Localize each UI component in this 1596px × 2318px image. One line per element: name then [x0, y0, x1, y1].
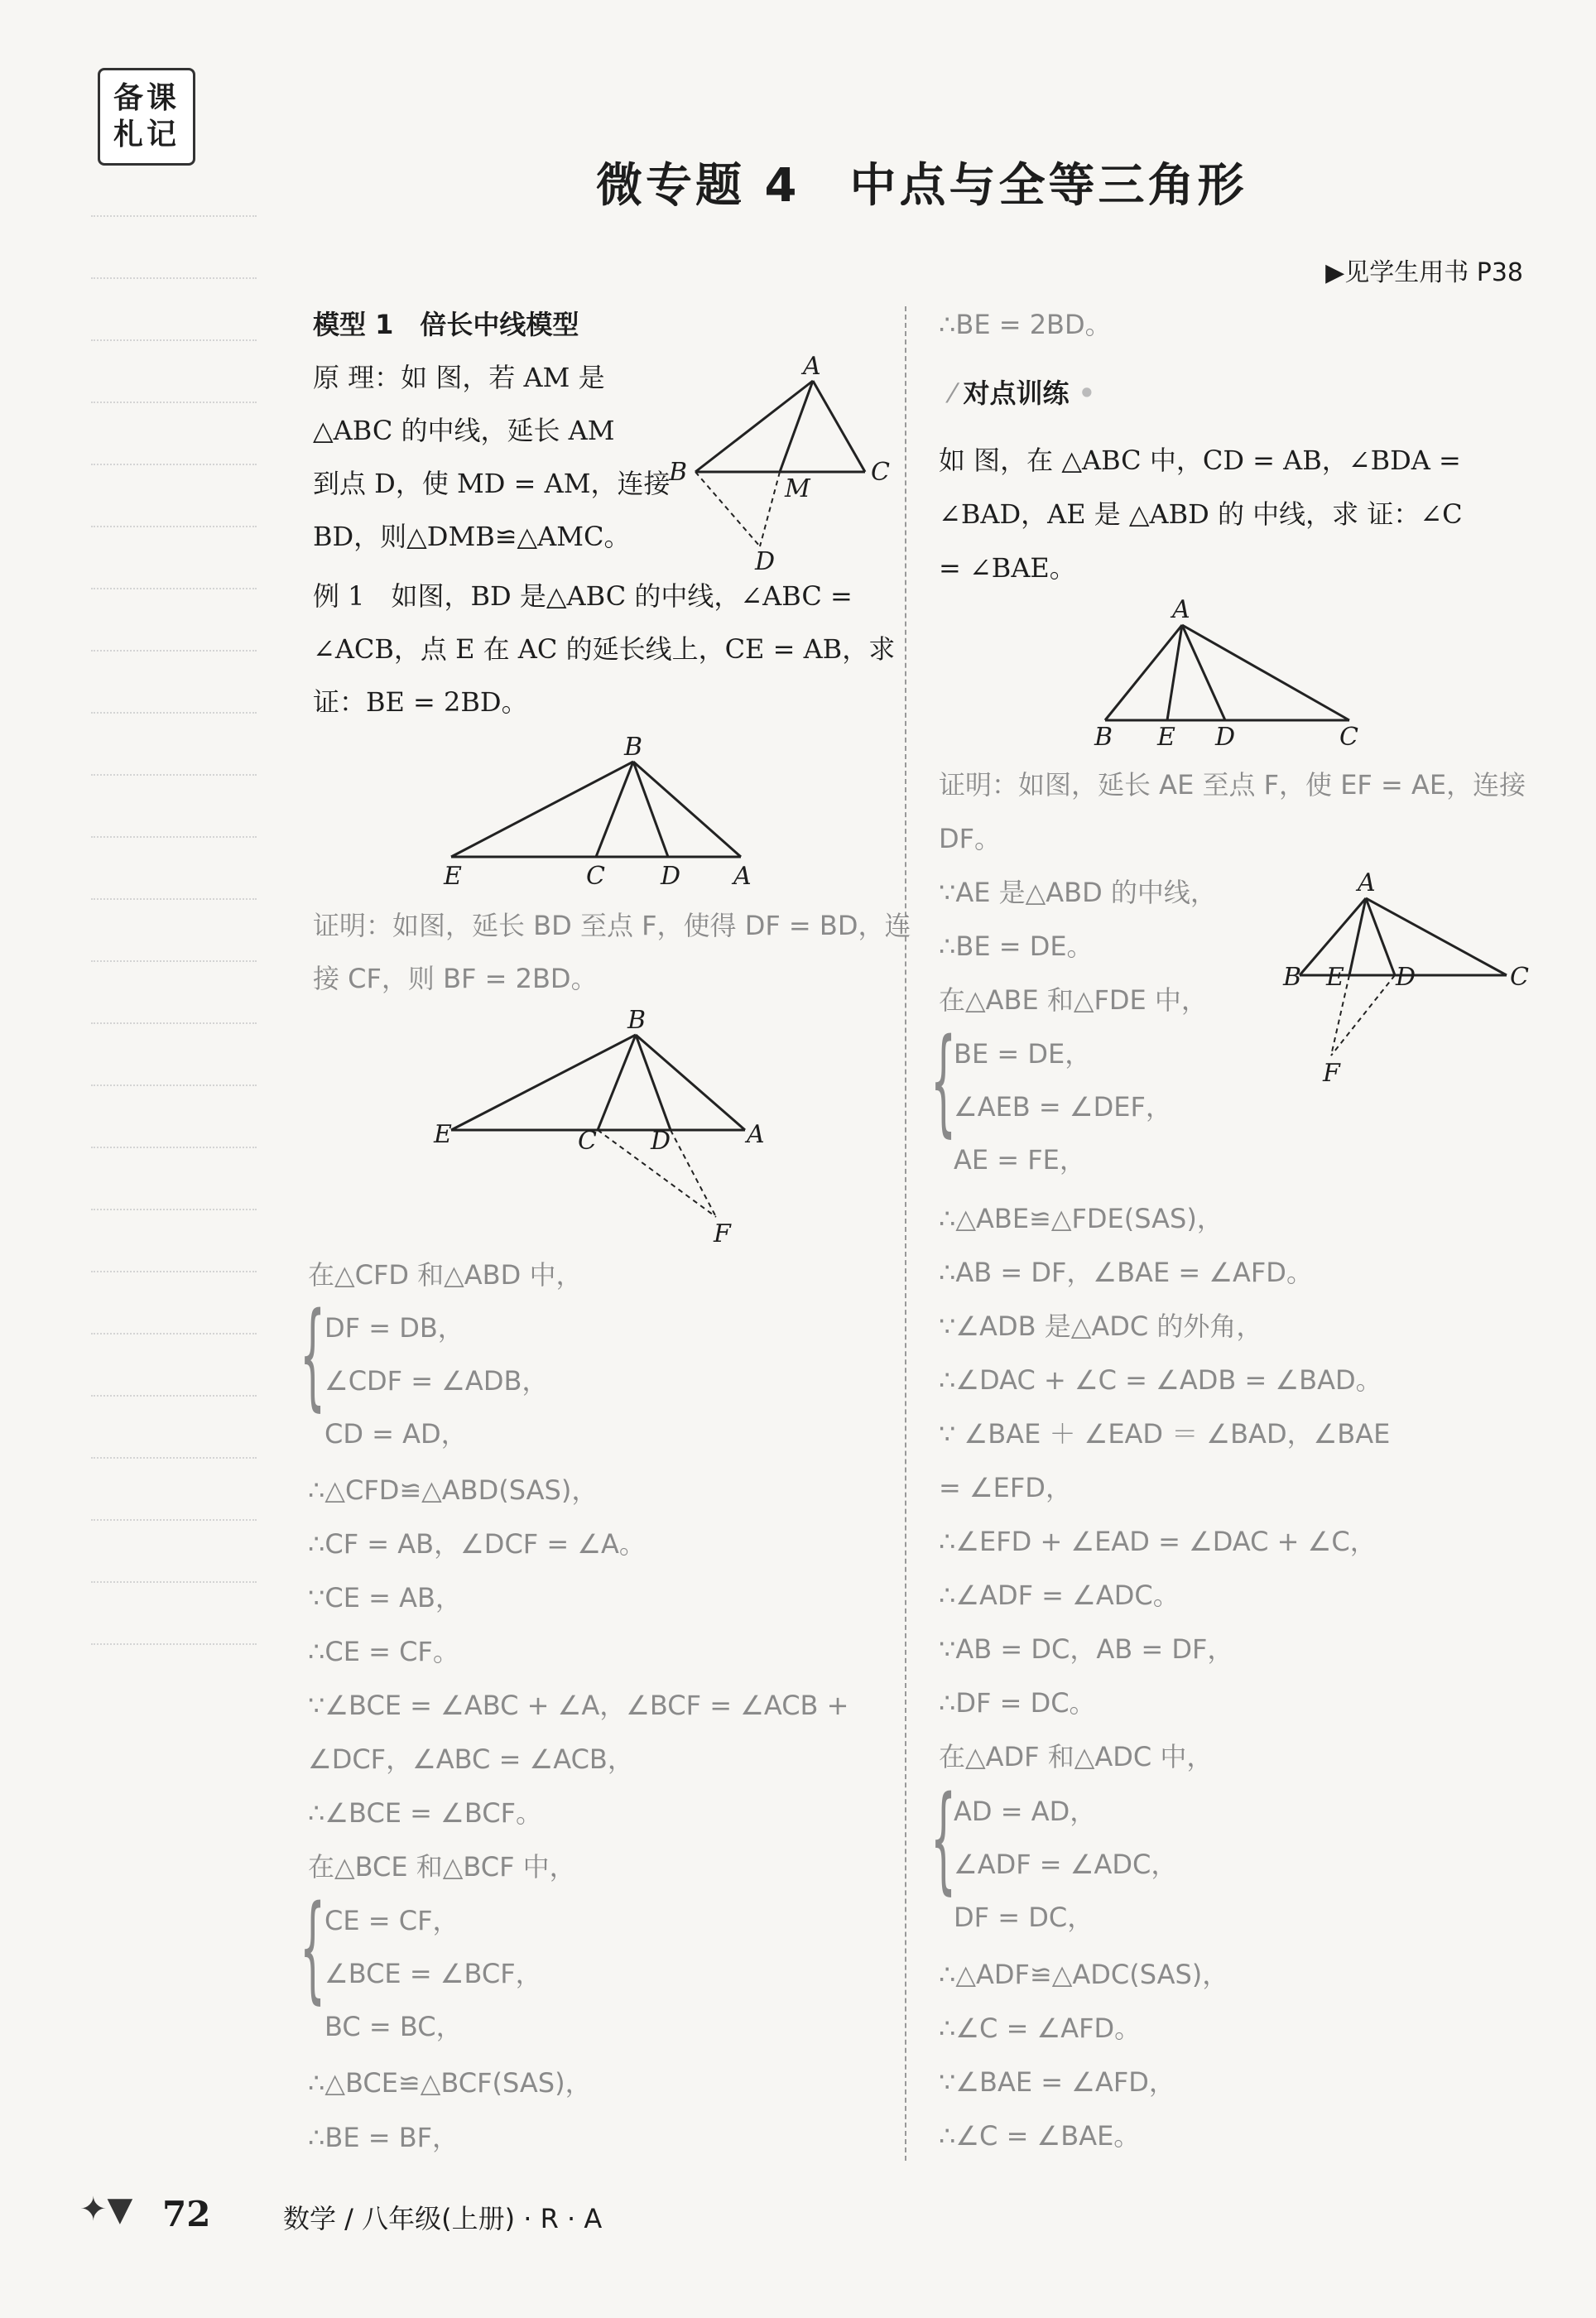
proof-line: = ∠EFD，: [939, 1472, 1072, 1503]
margin-note-lines: [91, 215, 257, 1705]
proof-line: CD = AD，: [324, 1418, 468, 1450]
proof-line: ∴CF = AB，∠DCF = ∠A。: [308, 1528, 646, 1560]
fig-label: C: [1339, 723, 1358, 752]
proof-line: ∵AB = DC，AB = DF，: [939, 1633, 1234, 1665]
proof-line: DF。: [939, 823, 1002, 854]
proof-line: DF = DC，: [954, 1902, 1094, 1933]
proof-line: AE = FE，: [954, 1144, 1086, 1176]
dot-icon: •: [1069, 378, 1096, 409]
fig-label: B: [1283, 963, 1302, 992]
brace-icon: {: [930, 1772, 957, 1907]
fig-label: C: [1510, 963, 1529, 992]
fig-label: D: [1396, 963, 1416, 992]
fig-label: E: [444, 862, 462, 891]
principle-line: 原 理：如 图，若 AM 是: [313, 362, 605, 393]
fig-label: D: [755, 547, 776, 571]
fig-label: C: [578, 1127, 597, 1156]
fig-label: B: [1094, 723, 1113, 752]
proof-line: ∵∠BAE = ∠AFD，: [939, 2066, 1175, 2098]
proof-line: BC = BC，: [324, 2011, 463, 2042]
fig-label: M: [785, 474, 810, 503]
fig-label: A: [733, 862, 752, 891]
problem-line: ∠BAD，AE 是 △ABD 的 中线，求 证：∠C: [939, 498, 1463, 530]
proof-line: ∴△CFD≌△ABD(SAS)，: [308, 1474, 598, 1506]
brace-icon: {: [300, 1881, 326, 2016]
proof-line: ∵CE = AB，: [308, 1582, 462, 1613]
fig-label: A: [747, 1120, 765, 1149]
principle-line: BD，则△DMB≌△AMC。: [313, 521, 631, 552]
page-title: 微专题 4 中点与全等三角形: [596, 159, 1247, 213]
proof-line: ∠DCF，∠ABC = ∠ACB，: [308, 1743, 634, 1775]
principle-line: 到点 D，使 MD = AM，连接: [313, 468, 671, 499]
fig-label: A: [1172, 596, 1190, 624]
proof-line: ∴CE = CF。: [308, 1636, 459, 1667]
principle-line: △ABC 的中线，延长 AM: [313, 415, 615, 446]
proof-line: ∴∠BCE = ∠BCF。: [308, 1797, 542, 1829]
proof-line: ∴BE = BF，: [308, 2122, 459, 2153]
proof-line: ∴∠C = ∠BAE。: [939, 2120, 1141, 2152]
brace-icon: {: [930, 1014, 957, 1149]
proof-line: 在△ABE 和△FDE 中，: [939, 984, 1208, 1016]
fig-label: E: [1157, 723, 1175, 752]
note-line2: 札记: [113, 118, 180, 151]
proof-line: ∴△BCE≌△BCF(SAS)，: [308, 2067, 592, 2099]
brace-icon: {: [300, 1288, 326, 1423]
proof-line: ∵AE 是△ABD 的中线，: [939, 877, 1217, 908]
fig-label: B: [669, 458, 688, 487]
problem-line: 如 图，在 △ABC 中，CD = AB，∠BDA =: [939, 445, 1461, 476]
fig-label: C: [871, 458, 890, 487]
fig-label: D: [1215, 723, 1236, 752]
example-line: ∠ACB，点 E 在 AC 的延长线上，CE = AB，求: [313, 633, 896, 665]
example-line: 例 1 如图，BD 是△ABC 的中线，∠ABC =: [313, 580, 853, 612]
proof-line: ∠AEB = ∠DEF，: [954, 1091, 1172, 1123]
proof-line: ∴∠EFD + ∠EAD = ∠DAC + ∠C，: [939, 1526, 1377, 1557]
proof-line: AD = AD，: [954, 1796, 1097, 1827]
proof-line: ∴BE = 2BD。: [939, 309, 1112, 340]
proof-line: ∠BCE = ∠BCF，: [324, 1958, 542, 1989]
proof-line: ∴∠DAC + ∠C = ∠ADB = ∠BAD。: [939, 1364, 1382, 1396]
pencil-icon: ⁄: [950, 378, 964, 409]
fig-label: F: [1323, 1059, 1340, 1088]
fig-label: D: [651, 1127, 671, 1156]
proof-line: CE = CF，: [324, 1905, 459, 1936]
problem-line: = ∠BAE。: [939, 552, 1076, 584]
proof-line: 在△ADF 和△ADC 中，: [939, 1741, 1214, 1772]
proof-line: BE = DE，: [954, 1038, 1092, 1070]
fig-label: A: [803, 356, 821, 381]
example-line: 证：BE = 2BD。: [313, 686, 528, 718]
proof-line: ∠ADF = ∠ADC，: [954, 1849, 1178, 1880]
proof-line: ∵∠ADB 是△ADC 的外角，: [939, 1310, 1263, 1342]
proof-line: 在△BCE 和△BCF 中，: [308, 1851, 576, 1883]
proof-line: ∴∠ADF = ∠ADC。: [939, 1580, 1180, 1611]
training-label: ⁄ 对点训练 •: [950, 378, 1096, 409]
page-number: 72: [162, 2194, 211, 2234]
proof-line: ∴∠C = ∠AFD。: [939, 2013, 1142, 2044]
figure-training: [1076, 596, 1374, 753]
fig-label: C: [586, 862, 605, 891]
proof-line: ∠CDF = ∠ADB，: [324, 1365, 549, 1397]
proof-line: ∴△ADF≌△ADC(SAS)，: [939, 1959, 1229, 1990]
fig-label: E: [1326, 963, 1344, 992]
proof-line: 证明：如图，延长 AE 至点 F，使 EF = AE，连接: [939, 769, 1526, 801]
book-info: 数学 / 八年级(上册) · R · A: [283, 2203, 603, 2234]
proof-line: 在△CFD 和△ABD 中，: [308, 1259, 583, 1291]
proof-line: DF = DB，: [324, 1312, 464, 1344]
fig-label: F: [714, 1219, 731, 1248]
proof-line: ∴AB = DF，∠BAE = ∠AFD。: [939, 1257, 1313, 1288]
figure-example1: [430, 737, 778, 894]
proof-line: ∴△ABE≌△FDE(SAS)，: [939, 1203, 1223, 1234]
proof-line: 接 CF，则 BF = 2BD。: [313, 963, 598, 994]
proof-line: ∵ ∠BAE ＋ ∠EAD ＝ ∠BAD，∠BAE: [939, 1418, 1391, 1450]
fig-label: B: [627, 1010, 647, 1035]
fig-label: A: [1358, 869, 1376, 897]
fig-label: E: [434, 1120, 452, 1149]
figure-example1-proof: [422, 1010, 778, 1250]
proof-line: ∵∠BCE = ∠ABC + ∠A，∠BCF = ∠ACB +: [308, 1690, 849, 1721]
fig-label: D: [661, 862, 681, 891]
proof-line: ∴DF = DC。: [939, 1687, 1096, 1719]
student-book-ref: ▶见学生用书 P38: [1325, 258, 1523, 287]
note-line1: 备课: [113, 81, 180, 115]
column-divider: [905, 306, 906, 2161]
figure-training-proof: [1275, 869, 1540, 1093]
figure-model: [662, 356, 911, 571]
fig-label: B: [624, 737, 643, 762]
proof-line: ∴BE = DE。: [939, 931, 1094, 962]
note-box: [98, 68, 195, 166]
proof-line: 证明：如图，延长 BD 至点 F，使得 DF = BD，连: [313, 910, 911, 941]
footer-decoration-icon: ✦▼: [79, 2191, 133, 2229]
model-label: 模型 1 倍长中线模型: [313, 309, 579, 340]
